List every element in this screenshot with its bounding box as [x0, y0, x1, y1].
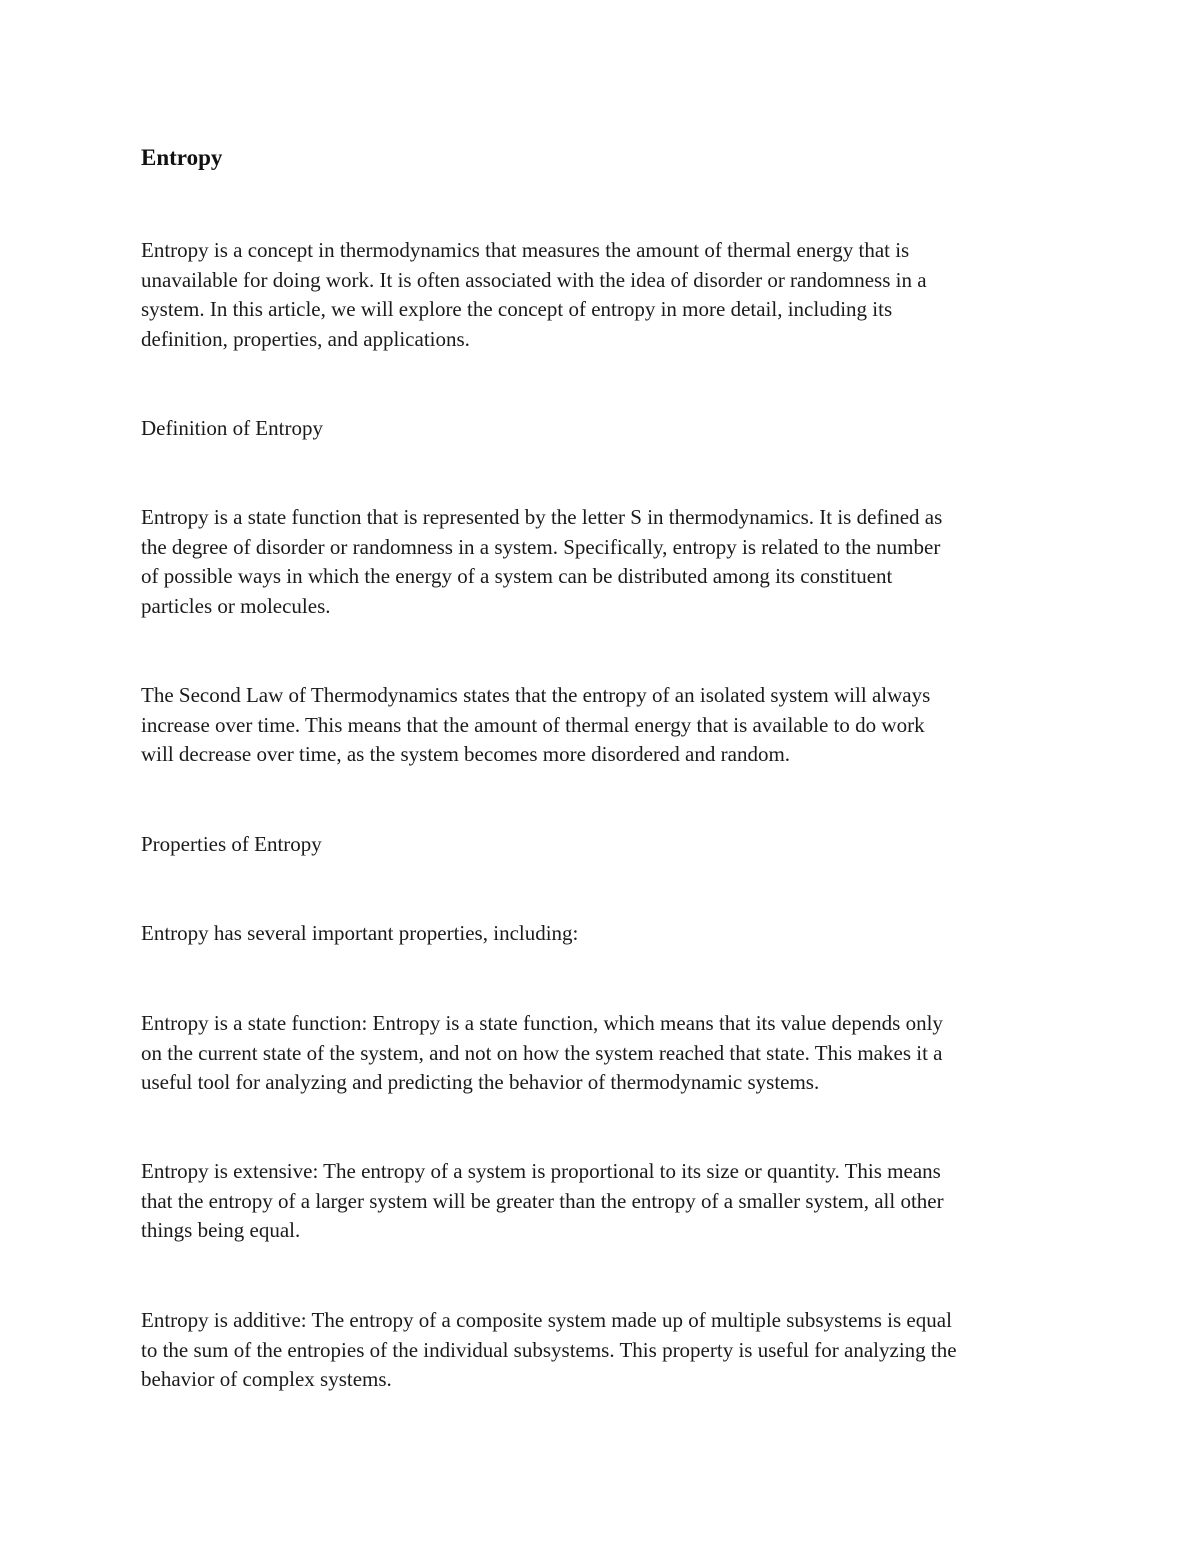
text-line: definition, properties, and applications. [141, 326, 470, 351]
heading-text: Definition of Entropy [141, 416, 323, 440]
heading-text: Properties of Entropy [141, 832, 322, 856]
text-line: Entropy is extensive: The entropy of a system is proportional to its size or quantity. This means [141, 1159, 941, 1183]
text-line: unavailable for doing work. It is often associated with the idea of disorder or randomness in a [141, 267, 927, 292]
text-line: Entropy is a state function that is represented by the letter S in thermodynamics. It is defined as [141, 505, 943, 529]
text-line: The Second Law of Thermodynamics states that the entropy of an isolated system will always [141, 683, 931, 707]
text-line: Entropy is a state function: Entropy is a state function, which means that its value depends only [141, 1011, 943, 1035]
text-line: system. In this article, we will explore the concept of entropy in more detail, including its [141, 297, 893, 321]
text-line: the degree of disorder or randomness in a system. Specifically, entropy is related to the number [141, 534, 941, 559]
text-line: on the current state of the system, and not on how the system reached that state. This makes it a [141, 1040, 943, 1065]
definition-paragraph [141, 503, 942, 621]
text-line: of possible ways in which the energy of a system can be distributed among its constituent [141, 564, 893, 588]
text-line: behavior of complex systems. [141, 1367, 392, 1391]
text-line: useful tool for analyzing and predicting the behavior of thermodynamic systems. [141, 1070, 820, 1094]
text-line: Entropy has several important properties, including: [141, 921, 579, 945]
text-line: will decrease over time, as the system becomes more disordered and random. [141, 742, 791, 766]
properties-intro-paragraph [141, 919, 578, 949]
document-title: Entropy [141, 145, 223, 170]
text-line: Entropy is a concept in thermodynamics that measures the amount of thermal energy that is [141, 238, 910, 262]
intro-paragraph [141, 236, 927, 354]
section-heading-properties [141, 830, 322, 860]
text-line: particles or molecules. [141, 593, 331, 618]
text-line: things being equal. [141, 1218, 301, 1242]
section-heading-definition [141, 414, 323, 444]
text-line: that the entropy of a larger system will be greater than the entropy of a smaller system, all other [141, 1188, 944, 1213]
extensive-paragraph [141, 1157, 944, 1246]
text-line: increase over time. This means that the amount of thermal energy that is available to do work [141, 712, 925, 737]
additive-paragraph [141, 1306, 957, 1395]
text-line: to the sum of the entropies of the individual subsystems. This property is useful for analyzing the [141, 1337, 957, 1362]
second-law-paragraph [141, 681, 930, 770]
text-line: Entropy is additive: The entropy of a composite system made up of multiple subsystems is equal [141, 1308, 952, 1332]
state-function-paragraph [141, 1009, 943, 1098]
